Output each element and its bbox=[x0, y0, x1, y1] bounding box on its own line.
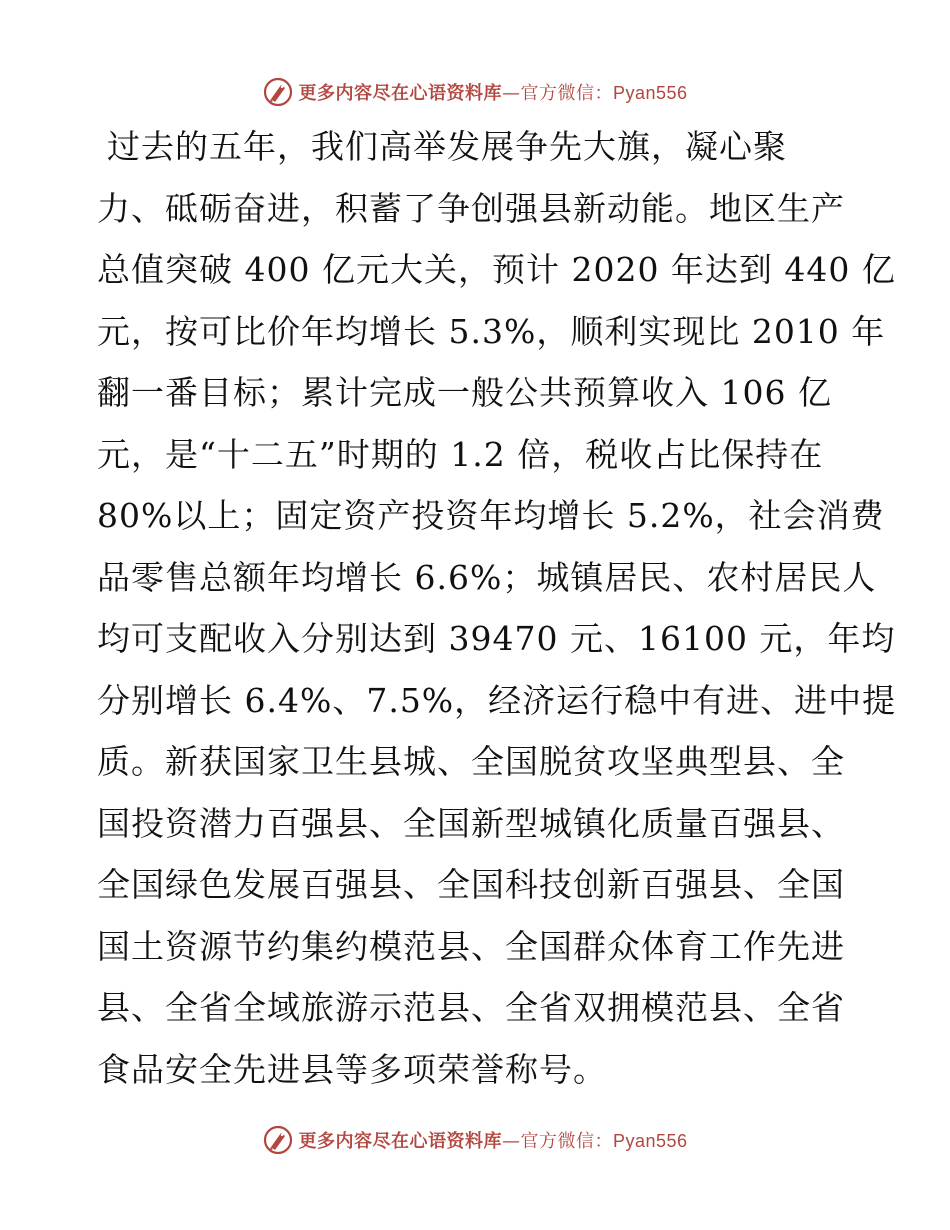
body-line: 食品安全先进县等多项荣誉称号。 bbox=[97, 1049, 607, 1089]
footer-watermark-prefix: 更多内容尽在心语资料库 bbox=[298, 1131, 502, 1152]
pen-nib-seal-icon bbox=[262, 76, 294, 108]
body-line: 总值突破 400 亿元大关，预计 2020 年达到 440 亿 bbox=[97, 250, 896, 289]
body-line: 县、全省全域旅游示范县、全省双拥模范县、全省 bbox=[97, 988, 845, 1027]
pen-nib-seal-icon bbox=[262, 1124, 294, 1156]
body-line: 质。新获国家卫生县城、全国脱贫攻坚典型县、全 bbox=[97, 742, 845, 781]
footer-watermark-official: 官方微信： bbox=[520, 1131, 613, 1152]
header-watermark-prefix: 更多内容尽在心语资料库 bbox=[298, 83, 502, 104]
body-line: 国土资源节约集约模范县、全国群众体育工作先进 bbox=[97, 926, 845, 966]
footer-watermark-banner bbox=[0, 1120, 950, 1160]
body-line: 元，按可比价年均增长 5.3%，顺利实现比 2010 年 bbox=[97, 311, 886, 351]
document-body bbox=[97, 125, 897, 1109]
body-line: 翻一番目标；累计完成一般公共预算收入 106 亿 bbox=[97, 373, 832, 412]
header-watermark-text bbox=[298, 79, 687, 105]
footer-watermark-text bbox=[298, 1127, 687, 1153]
body-line: 过去的五年，我们高举发展争先大旗，凝心聚 bbox=[107, 127, 787, 166]
body-line: 元，是“十二五”时期的 1.2 倍，税收占比保持在 bbox=[97, 434, 824, 474]
body-line: 品零售总额年均增长 6.6%；城镇居民、农村居民人 bbox=[97, 557, 877, 597]
body-line: 全国绿色发展百强县、全国科技创新百强县、全国 bbox=[97, 865, 845, 904]
header-watermark-official: 官方微信： bbox=[520, 83, 613, 104]
body-line: 力、砥砺奋进，积蓄了争创强县新动能。地区生产 bbox=[97, 188, 845, 228]
body-line: 80%以上；固定资产投资年均增长 5.2%，社会消费 bbox=[97, 496, 885, 535]
body-line: 国投资潜力百强县、全国新型城镇化质量百强县、 bbox=[97, 803, 845, 843]
header-watermark-handle: Pyan556 bbox=[612, 83, 688, 103]
header-watermark-separator: — bbox=[501, 83, 521, 104]
header-watermark-banner bbox=[0, 72, 950, 112]
footer-watermark-handle: Pyan556 bbox=[612, 1131, 688, 1151]
body-line: 分别增长 6.4%、7.5%，经济运行稳中有进、进中提 bbox=[97, 680, 897, 720]
footer-watermark-separator: — bbox=[501, 1131, 521, 1152]
body-line: 均可支配收入分别达到 39470 元、16100 元，年均 bbox=[97, 619, 896, 658]
